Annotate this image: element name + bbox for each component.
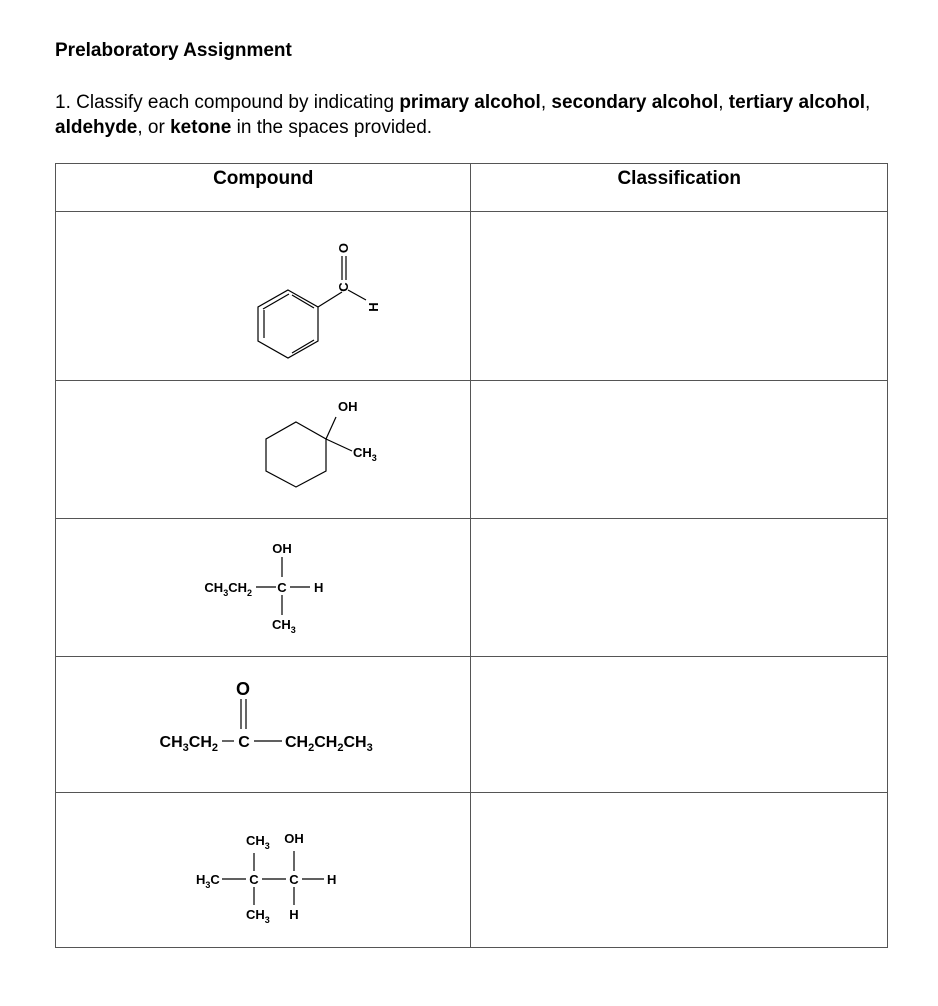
header-compound: Compound [56,164,471,212]
compound-cell-heptanone [56,657,471,793]
carbonyl-carbon-label: C [238,734,250,751]
hydrogen-bottom-label: H [289,907,299,922]
table-header-row [56,164,888,212]
classification-cell-2[interactable] [471,381,888,519]
methyl-top-label: $CH_3$ [246,833,270,851]
table-row [56,519,888,657]
classification-cell-5[interactable] [471,793,888,948]
methyl-label: $CH_3$ [272,617,296,635]
carbinol-carbon-label: C [289,872,299,887]
heptanone-structure [56,657,472,793]
carbon-label: C [336,282,351,292]
benzaldehyde-structure [56,212,472,381]
compound-cell-methylcyclohexanol [56,381,471,519]
ethyl-label: $CH_3CH_2$ [204,580,252,598]
table-row [56,381,888,519]
table-row [56,793,888,948]
hydrogen-label: H [366,302,381,312]
header-classification: Classification [471,164,888,212]
compound-cell-butanol [56,519,471,657]
table-row [56,657,888,793]
table-row [56,212,888,381]
classification-cell-4[interactable] [471,657,888,793]
oxygen-label: O [235,679,251,699]
page-heading: Prelaboratory Assignment [55,40,292,61]
compound-cell-benzaldehyde [56,212,471,381]
methylcyclohexanol-structure [56,381,472,519]
ethyl-label: $CH_3CH_2$ [159,734,218,754]
question-1: 1. Classify each compound by indicating primary alcohol, secondary alcohol, tertiary alcohol, aldehyde, or ketone in the spaces provided. [55,92,871,138]
methyl-left-label: $H_3C$ [196,872,220,890]
butanol-structure [56,519,472,657]
hydroxyl-label: OH [338,399,358,414]
methyl-label: $CH_3$ [353,445,377,463]
hydrogen-right-label: H [327,872,337,887]
propyl-label: $CH_2CH_2CH_3$ [285,734,373,754]
carbon-label: C [277,580,287,595]
oxygen-label: O [336,242,351,254]
quaternary-carbon-label: C [249,872,259,887]
classification-cell-1[interactable] [471,212,888,381]
methyl-bottom-label: $CH_3$ [246,907,270,925]
hydroxyl-label: OH [284,831,304,846]
hydrogen-label: H [314,580,324,595]
dimethylbutanol-structure [56,793,472,948]
question-number: 1. [55,92,71,113]
classification-cell-3[interactable] [471,519,888,657]
classification-table [55,163,888,948]
compound-cell-dimethylbutanol [56,793,471,948]
hydroxyl-label: OH [272,541,292,556]
